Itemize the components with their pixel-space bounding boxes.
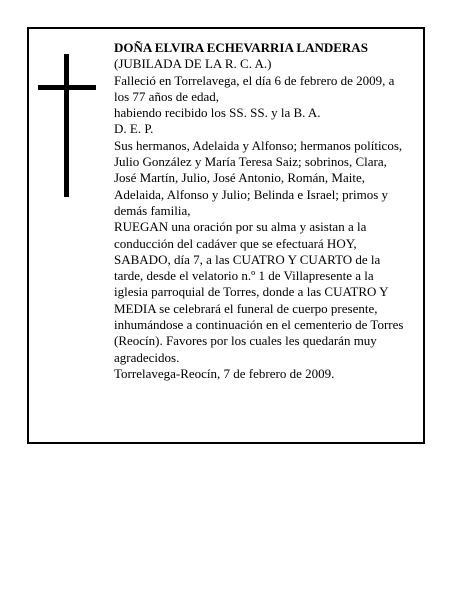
funeral-details: agradecidos. <box>114 349 180 365</box>
family-line: José Martín, Julio, José Antonio, Román, Maite, <box>114 170 365 186</box>
funeral-details: (Reocín). Favores por los cuales les quedarán muy <box>114 333 377 349</box>
funeral-details: tarde, desde el velatorio n.º 1 de Villapresente a la <box>114 268 374 284</box>
family-line: Sus hermanos, Adelaida y Alfonso; hermanos políticos, <box>114 137 403 153</box>
funeral-details: iglesia parroquial de Torres, donde a las CUATRO Y <box>114 284 389 300</box>
deceased-name: DOÑA ELVIRA ECHEVARRIA LANDERAS <box>114 40 368 55</box>
funeral-details: RUEGAN una oración por su alma y asistan a la <box>114 219 367 235</box>
funeral-details: conducción del cadáver que se efectuará HOY, <box>114 235 357 251</box>
place-date-line: Torrelavega-Reocín, 7 de febrero de 2009. <box>114 365 335 381</box>
death-details: los 77 años de edad, <box>114 88 220 104</box>
family-line: Adelaida, Alfonso y Julio; Belinda e Israel; primos y <box>114 186 389 202</box>
funeral-details: inhumándose a continuación en el cementerio de Torres <box>114 317 404 333</box>
rip-line: D. E. P. <box>114 121 154 137</box>
funeral-details: MEDIA se celebrará el funeral de cuerpo presente, <box>114 300 378 316</box>
cross-horizontal-bar <box>38 85 96 90</box>
death-details: Falleció en Torrelavega, el día 6 de febrero de 2009, a <box>114 72 395 88</box>
family-line: Julio González y María Teresa Saiz; sobrinos, Clara, <box>114 154 387 170</box>
family-line: demás familia, <box>114 202 191 218</box>
sacraments-line: habiendo recibido los SS. SS. y la B. A. <box>114 105 321 121</box>
cross-vertical-bar <box>64 54 69 197</box>
funeral-details: SABADO, día 7, a las CUATRO Y CUARTO de la <box>114 251 381 267</box>
obituary-text <box>114 40 420 382</box>
deceased-title: (JUBILADA DE LA R. C. A.) <box>114 56 272 72</box>
